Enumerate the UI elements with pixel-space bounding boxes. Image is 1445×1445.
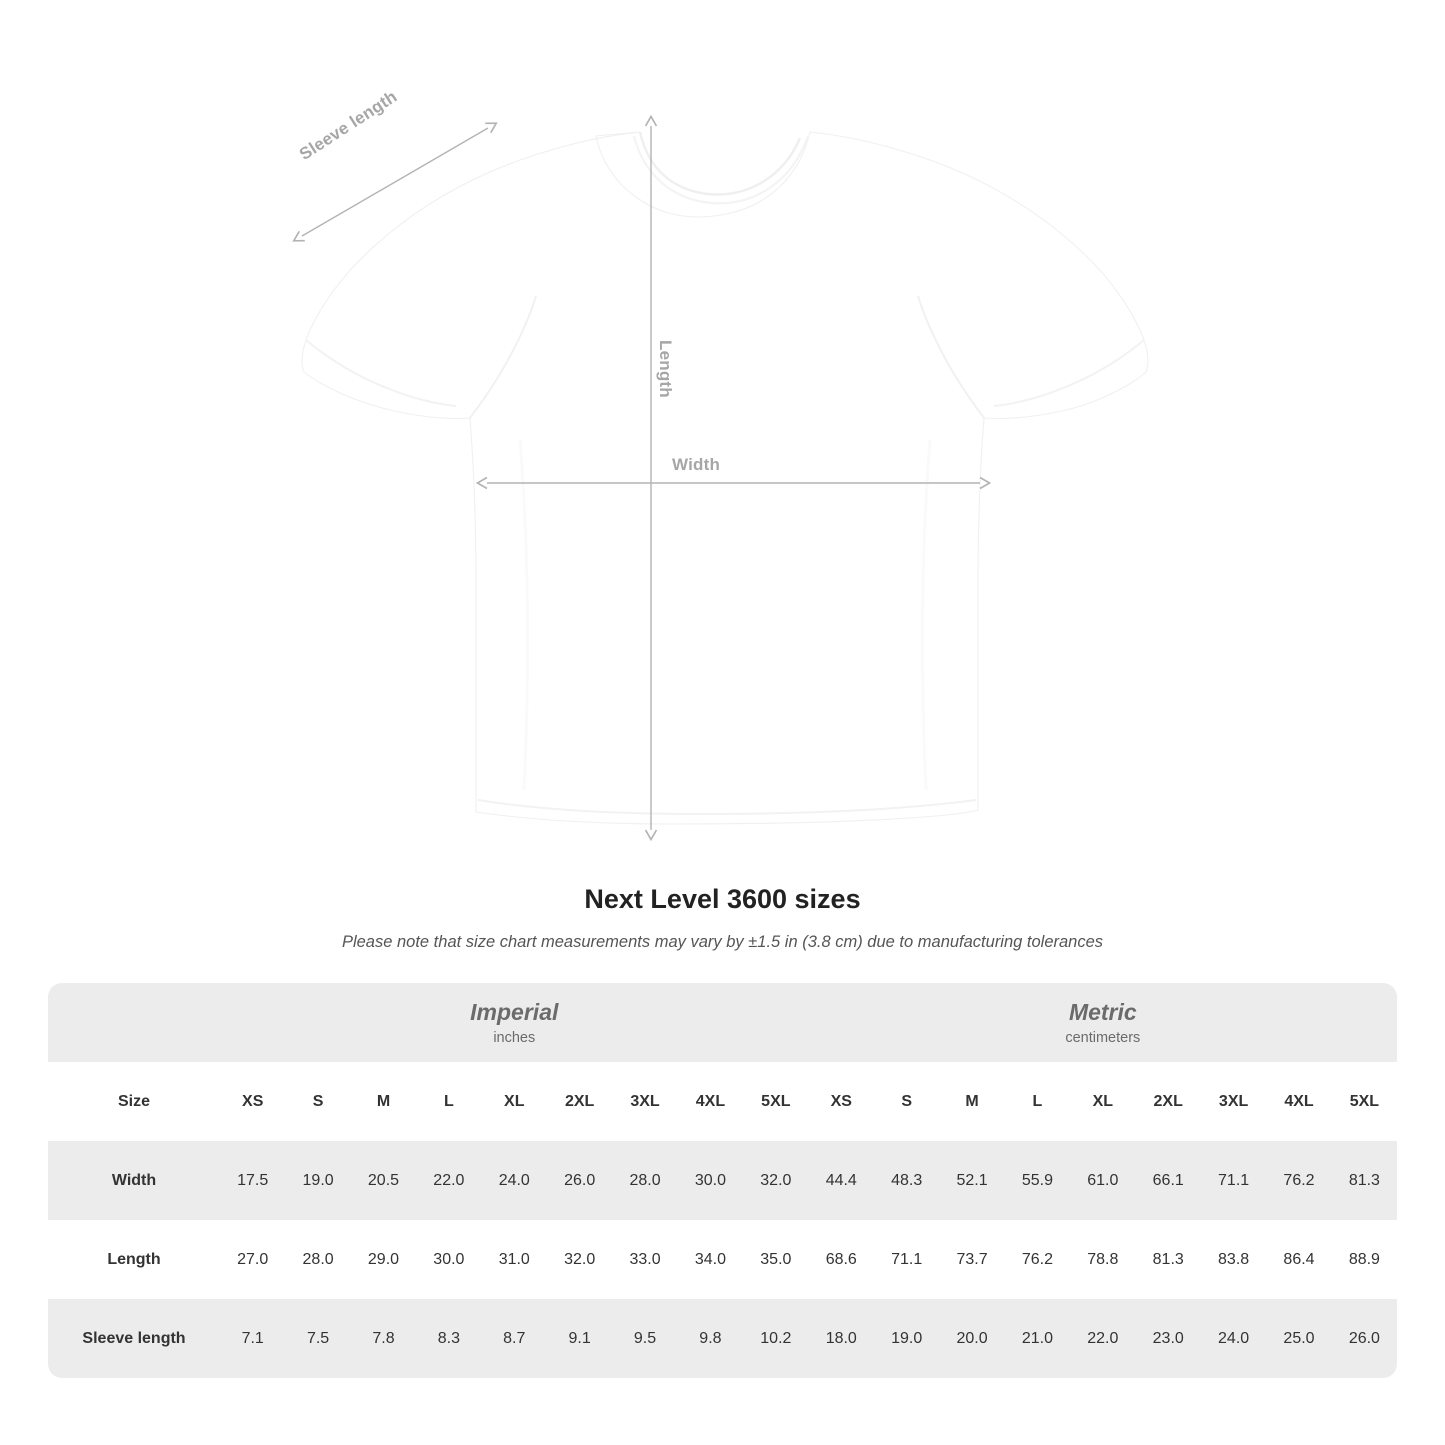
cell-width-metric-m: 52.1 xyxy=(939,1141,1004,1220)
col-header-metric-xl: XL xyxy=(1070,1062,1135,1141)
cell-length-metric-xs: 68.6 xyxy=(809,1220,874,1299)
col-header-metric-5xl: 5XL xyxy=(1332,1062,1397,1141)
cell-sleeve-metric-3xl: 24.0 xyxy=(1201,1299,1266,1378)
cell-sleeve-imperial-4xl: 9.8 xyxy=(678,1299,743,1378)
metric-sub: centimeters xyxy=(1065,1029,1141,1046)
col-header-metric-4xl: 4XL xyxy=(1266,1062,1331,1141)
cell-length-imperial-xs: 27.0 xyxy=(220,1220,285,1299)
cell-sleeve-metric-xs: 18.0 xyxy=(809,1299,874,1378)
col-header-imperial-s: S xyxy=(285,1062,350,1141)
cell-sleeve-metric-2xl: 23.0 xyxy=(1136,1299,1201,1378)
cell-width-metric-s: 48.3 xyxy=(874,1141,939,1220)
col-header-metric-xs: XS xyxy=(809,1062,874,1141)
size-header-row xyxy=(48,1062,1397,1141)
cell-width-imperial-5xl: 32.0 xyxy=(743,1141,808,1220)
col-header-imperial-l: L xyxy=(416,1062,481,1141)
size-header-cell: Size xyxy=(48,1062,220,1141)
cell-length-imperial-2xl: 32.0 xyxy=(547,1220,612,1299)
cell-length-metric-3xl: 83.8 xyxy=(1201,1220,1266,1299)
cell-sleeve-metric-xl: 22.0 xyxy=(1070,1299,1135,1378)
table-row xyxy=(48,1141,1397,1220)
page-title: Next Level 3600 sizes xyxy=(584,884,861,914)
cell-sleeve-metric-l: 21.0 xyxy=(1005,1299,1070,1378)
cell-length-metric-4xl: 86.4 xyxy=(1266,1220,1331,1299)
cell-length-imperial-5xl: 35.0 xyxy=(743,1220,808,1299)
col-header-imperial-m: M xyxy=(351,1062,416,1141)
cell-width-imperial-s: 19.0 xyxy=(285,1141,350,1220)
cell-sleeve-imperial-3xl: 9.5 xyxy=(612,1299,677,1378)
size-table xyxy=(48,983,1397,1378)
cell-length-imperial-s: 28.0 xyxy=(285,1220,350,1299)
sleeve-length-label: Sleeve length xyxy=(296,86,401,164)
cell-sleeve-metric-m: 20.0 xyxy=(939,1299,1004,1378)
cell-sleeve-imperial-5xl: 10.2 xyxy=(743,1299,808,1378)
metric-name: Metric xyxy=(1068,999,1137,1026)
cell-sleeve-metric-5xl: 26.0 xyxy=(1332,1299,1397,1378)
cell-width-imperial-4xl: 30.0 xyxy=(678,1141,743,1220)
cell-sleeve-imperial-m: 7.8 xyxy=(351,1299,416,1378)
cell-width-metric-2xl: 66.1 xyxy=(1136,1141,1201,1220)
cell-width-imperial-xl: 24.0 xyxy=(482,1141,547,1220)
cell-width-imperial-m: 20.5 xyxy=(351,1141,416,1220)
cell-length-imperial-l: 30.0 xyxy=(416,1220,481,1299)
col-header-metric-l: L xyxy=(1005,1062,1070,1141)
tolerance-note: Please note that size chart measurements may vary by ±1.5 in (3.8 cm) due to manufacturing tolerances xyxy=(341,933,1104,951)
width-label: Width xyxy=(672,455,721,474)
cell-length-imperial-m: 29.0 xyxy=(351,1220,416,1299)
col-header-metric-m: M xyxy=(939,1062,1004,1141)
table-row xyxy=(48,1220,1397,1299)
length-label: Length xyxy=(656,340,675,398)
size-table-wrapper xyxy=(48,983,1397,1378)
unit-header-row xyxy=(48,983,1397,1062)
cell-width-imperial-xs: 17.5 xyxy=(220,1141,285,1220)
cell-length-metric-m: 73.7 xyxy=(939,1220,1004,1299)
cell-sleeve-metric-s: 19.0 xyxy=(874,1299,939,1378)
unit-header-imperial xyxy=(220,983,809,1062)
cell-sleeve-imperial-l: 8.3 xyxy=(416,1299,481,1378)
unit-header-spacer xyxy=(48,983,220,1062)
cell-length-metric-l: 76.2 xyxy=(1005,1220,1070,1299)
cell-width-metric-4xl: 76.2 xyxy=(1266,1141,1331,1220)
cell-sleeve-imperial-xs: 7.1 xyxy=(220,1299,285,1378)
col-header-metric-3xl: 3XL xyxy=(1201,1062,1266,1141)
cell-length-metric-s: 71.1 xyxy=(874,1220,939,1299)
cell-width-imperial-l: 22.0 xyxy=(416,1141,481,1220)
cell-length-imperial-4xl: 34.0 xyxy=(678,1220,743,1299)
col-header-metric-2xl: 2XL xyxy=(1136,1062,1201,1141)
cell-length-metric-5xl: 88.9 xyxy=(1332,1220,1397,1299)
col-header-imperial-4xl: 4XL xyxy=(678,1062,743,1141)
table-row xyxy=(48,1299,1397,1378)
cell-width-imperial-2xl: 26.0 xyxy=(547,1141,612,1220)
imperial-name: Imperial xyxy=(470,999,559,1026)
col-header-imperial-3xl: 3XL xyxy=(612,1062,677,1141)
cell-width-metric-xs: 44.4 xyxy=(809,1141,874,1220)
cell-width-metric-l: 55.9 xyxy=(1005,1141,1070,1220)
cell-sleeve-imperial-2xl: 9.1 xyxy=(547,1299,612,1378)
cell-width-imperial-3xl: 28.0 xyxy=(612,1141,677,1220)
cell-sleeve-imperial-s: 7.5 xyxy=(285,1299,350,1378)
col-header-imperial-xl: XL xyxy=(482,1062,547,1141)
cell-width-metric-xl: 61.0 xyxy=(1070,1141,1135,1220)
cell-sleeve-imperial-xl: 8.7 xyxy=(482,1299,547,1378)
row-label-sleeve-length: Sleeve length xyxy=(48,1299,220,1378)
cell-length-imperial-3xl: 33.0 xyxy=(612,1220,677,1299)
row-label-width: Width xyxy=(48,1141,220,1220)
col-header-imperial-5xl: 5XL xyxy=(743,1062,808,1141)
cell-length-imperial-xl: 31.0 xyxy=(482,1220,547,1299)
row-label-length: Length xyxy=(48,1220,220,1299)
col-header-metric-s: S xyxy=(874,1062,939,1141)
cell-width-metric-3xl: 71.1 xyxy=(1201,1141,1266,1220)
unit-header-metric xyxy=(809,983,1397,1062)
col-header-imperial-xs: XS xyxy=(220,1062,285,1141)
cell-sleeve-metric-4xl: 25.0 xyxy=(1266,1299,1331,1378)
cell-width-metric-5xl: 81.3 xyxy=(1332,1141,1397,1220)
shirt-shape xyxy=(302,132,1148,824)
col-header-imperial-2xl: 2XL xyxy=(547,1062,612,1141)
imperial-sub: inches xyxy=(493,1029,536,1046)
cell-length-metric-2xl: 81.3 xyxy=(1136,1220,1201,1299)
cell-length-metric-xl: 78.8 xyxy=(1070,1220,1135,1299)
